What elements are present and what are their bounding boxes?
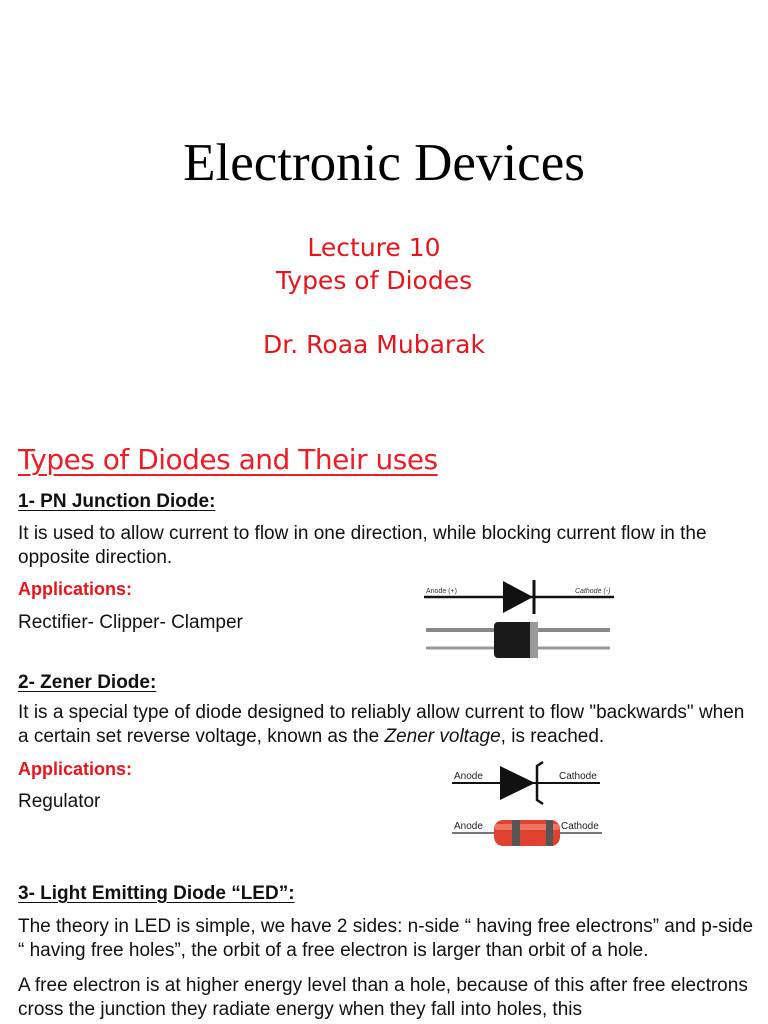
pn-diode-description: It is used to allow current to flow in one direction, while blocking current flow in the opposite direction. <box>18 523 707 568</box>
led-paragraph-1: The theory in LED is simple, we have 2 sides: n-side “ having free electrons” and p-side “ having free holes”, the orbit of a free electron is larger than orbit of a hole. <box>18 916 754 961</box>
lecture-topic: Types of Diodes <box>275 266 473 295</box>
zener-band-2 <box>546 820 553 846</box>
zener-diode-description: It is a special type of diode designed to reliably allow current to flow "backwards" when a certain set reverse voltage, known as the Zener voltage, is reached. <box>18 702 745 747</box>
pn-applications-label: Applications: <box>18 579 133 599</box>
pn-diode-title: 1- PN Junction Diode: <box>18 491 216 512</box>
zener-band-1 <box>512 820 520 846</box>
pn-applications: Rectifier- Clipper- Clamper <box>18 612 243 633</box>
zener-cathode-label: Cathode <box>559 771 597 782</box>
pn-diode-figure <box>420 574 620 668</box>
zener-anode-label-2: Anode <box>454 821 483 832</box>
cathode-label: Cathode (-) <box>575 588 611 595</box>
led-title: 3- Light Emitting Diode “LED”: <box>18 883 295 904</box>
author-name: Dr. Roaa Mubarak <box>263 330 485 359</box>
zener-diode-figure <box>450 758 610 852</box>
zener-symbol-icon <box>500 766 535 800</box>
diode-symbol-icon <box>503 581 533 613</box>
lecture-number: Lecture 10 <box>307 233 441 262</box>
cathode-band-icon <box>530 622 538 658</box>
page-title: Electronic Devices <box>183 134 585 192</box>
zener-cathode-label-2: Cathode <box>561 821 599 832</box>
anode-label: Anode (+) <box>426 588 457 595</box>
section-heading: Types of Diodes and Their uses <box>18 443 438 476</box>
zener-applications-label: Applications: <box>18 759 133 779</box>
zener-diode-title: 2- Zener Diode: <box>18 672 157 693</box>
led-paragraph-2: A free electron is at higher energy level than a hole, because of this after free electrons cross the junction they radiate energy when they fall into holes, this <box>18 975 748 1020</box>
zener-applications: Regulator <box>18 791 101 812</box>
zener-anode-label: Anode <box>454 771 483 782</box>
